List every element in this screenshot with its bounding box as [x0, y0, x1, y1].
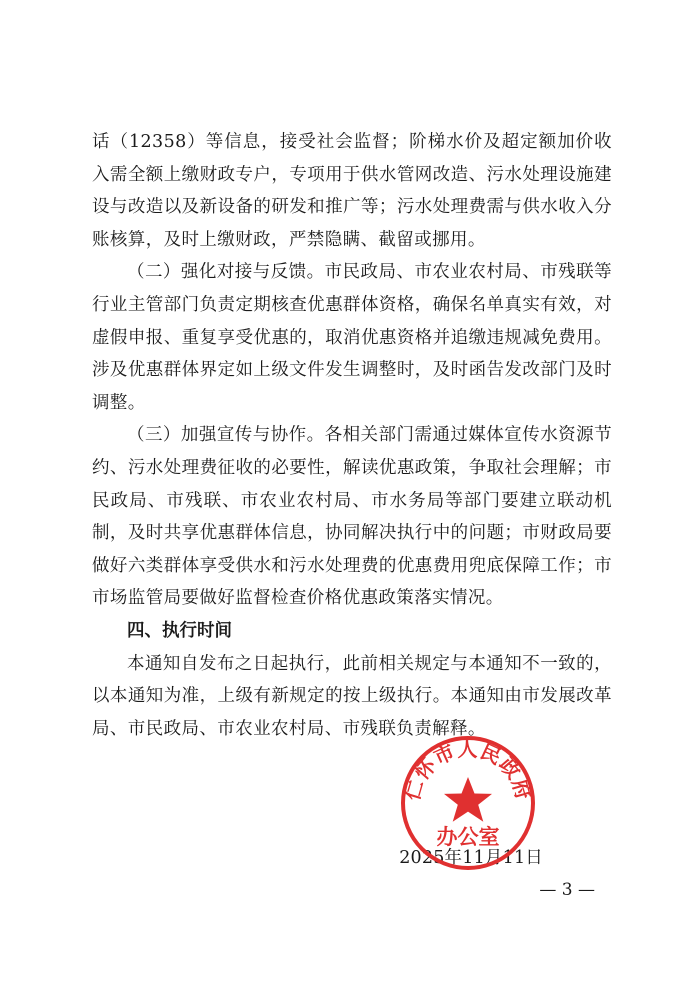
- paragraph-publicity: [92, 419, 612, 615]
- seal-bottom-text: 办公室: [436, 824, 500, 849]
- paragraph-feedback-heading: （二）强化对接与反馈。: [127, 262, 325, 283]
- section-heading-execution-time: 四、执行时间: [127, 620, 232, 641]
- document-body: [92, 126, 612, 745]
- paragraph-publicity-heading: （三）加强宣传与协作。: [127, 425, 325, 446]
- official-seal: [398, 733, 538, 873]
- paragraph-publicity-text: 各相关部门需通过媒体宣传水资源节约、污水处理费征收的必要性，解读优惠政策，争取社会理解；市民政局、市残联、市农业农村局、市水务局等部门要建立联动机制，及时共享优惠群体信息，协同解决执行中的问题；市财政局要做好六类群体享受供水和污水处理费的优惠费用兜底保障工作；市市场监管局要做好监督检查价格优惠政策落实情况。: [92, 425, 612, 609]
- paragraph-feedback-text: 市民政局、市农业农村局、市残联等行业主管部门负责定期核查优惠群体资格，确保名单真实有效，对虚假申报、重复享受优惠的，取消优惠资格并追缴违规减免费用。涉及优惠群体界定如上级文件发生调整时，及时函告发改部门及时调整。: [92, 262, 612, 413]
- paragraph-feedback: [92, 256, 612, 419]
- paragraph-execution: 本通知自发布之日起执行，此前相关规定与本通知不一致的，以本通知为准，上级有新规定的按上级执行。本通知由市发展改革局、市民政局、市农业农村局、市残联负责解释。: [92, 653, 612, 739]
- paragraph-continuation: 话（12358）等信息，接受社会监督；阶梯水价及超定额加价收入需全额上缴财政专户，专项用于供水管网改造、污水处理设施建设与改造以及新设备的研发和推广等；污水处理费需与供水收入分账核算，及时上缴财政，严禁隐瞒、截留或挪用。: [92, 132, 612, 250]
- seal-star-icon: [444, 777, 492, 822]
- issue-date: 2025年11月11日: [399, 848, 543, 868]
- page-number: — 3 —: [539, 880, 595, 900]
- seal-text: 仁怀市人民政府: [399, 737, 537, 804]
